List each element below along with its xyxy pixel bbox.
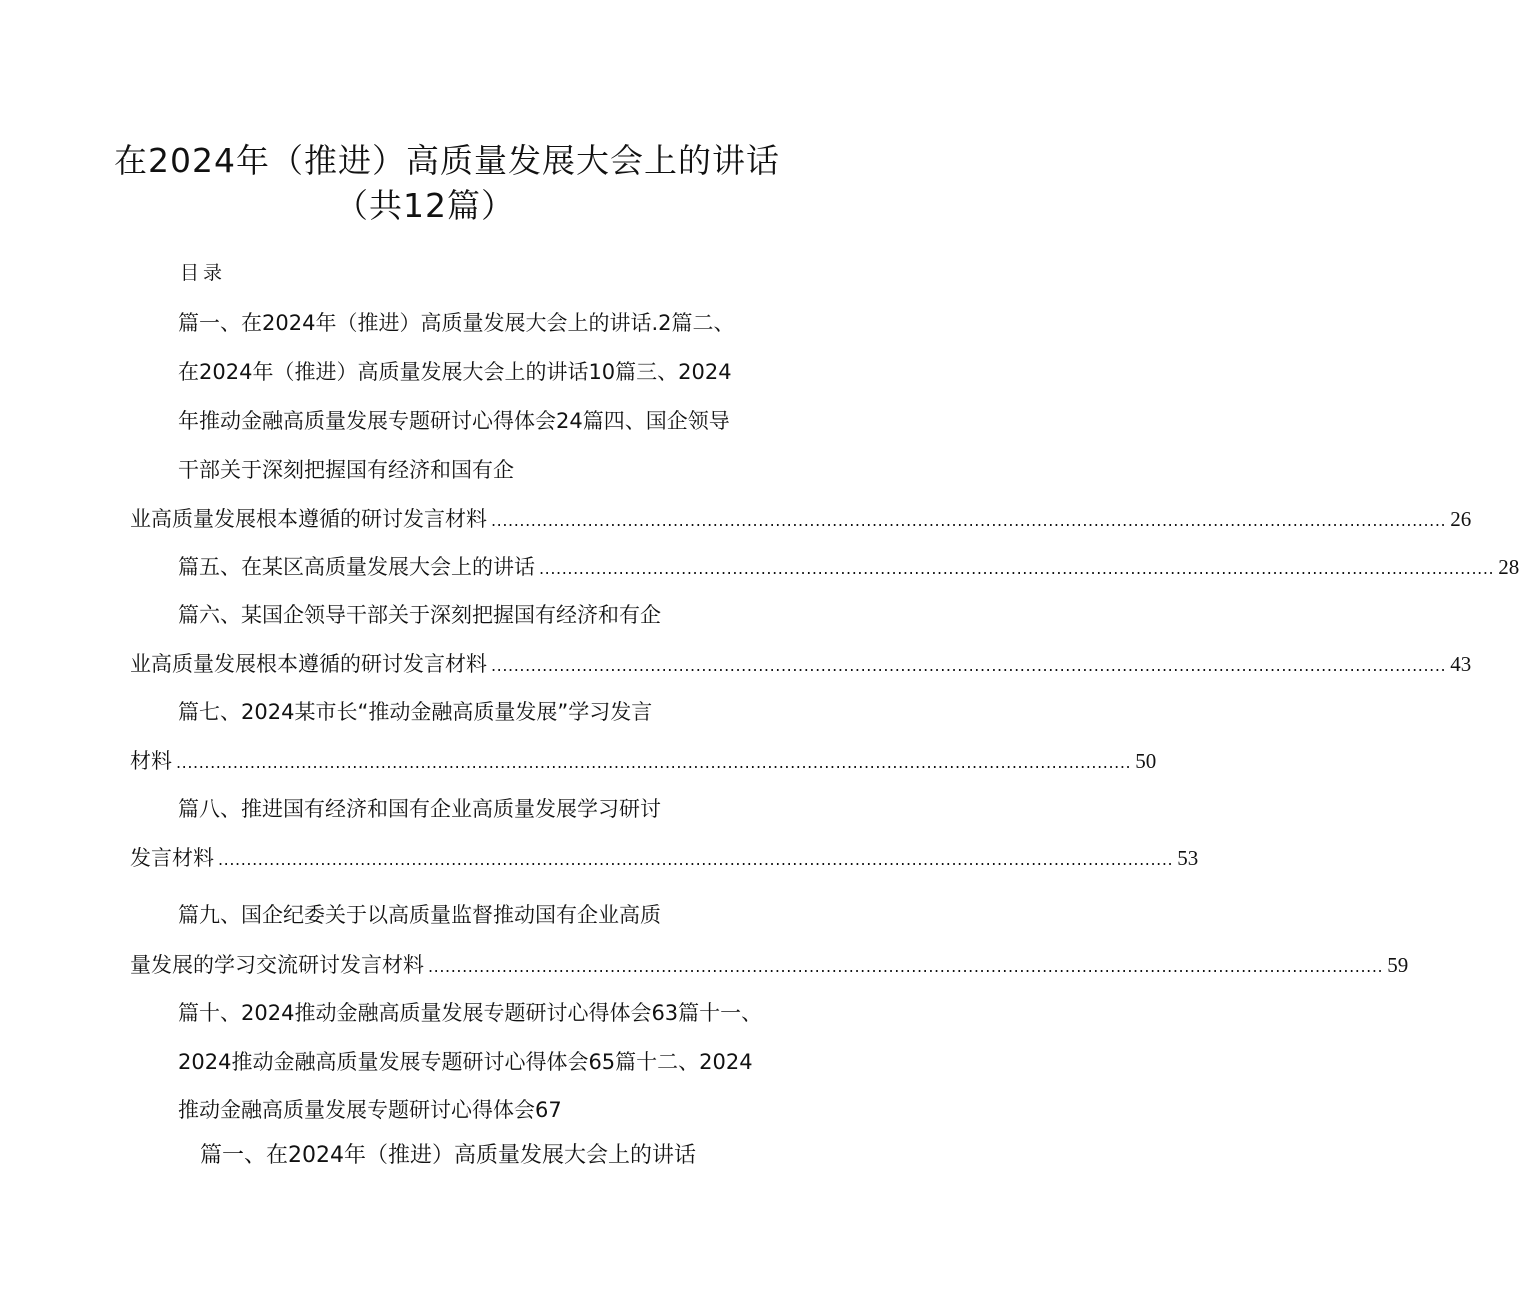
toc-entry-text: 发言材料 [130,846,214,870]
dot-leader: ........................................................................................................................................................................ [218,850,1174,869]
toc-line-2[interactable]: 在2024年（推进）高质量发展大会上的讲话10篇三、2024 [178,360,732,384]
dot-leader: ........................................................................................................................................................................ [491,511,1447,530]
toc-entry-text: 业高质量发展根本遵循的研讨发言材料 [130,507,487,531]
document-title-line-2: （共12篇） [335,186,515,225]
toc-entry-text: 材料 [130,749,172,773]
toc-page-number: 28 [1498,555,1519,579]
toc-tail-line-2[interactable]: 2024推动金融高质量发展专题研讨心得体会65篇十二、2024 [178,1050,753,1074]
toc-page-number: 53 [1177,846,1199,870]
toc-entry-text: 业高质量发展根本遵循的研讨发言材料 [130,652,487,676]
toc-entry-6-line-1[interactable]: 篇六、某国企领导干部关于深刻把握国有经济和有企 [178,603,661,627]
dot-leader: ........................................................................................................................................................................ [428,957,1384,976]
toc-entry-9-line-2[interactable] [130,950,1409,982]
toc-page-number: 50 [1135,749,1157,773]
toc-entry-text: 量发展的学习交流研讨发言材料 [130,953,424,977]
toc-entry-8-line-2[interactable] [130,843,1199,875]
toc-page-number: 43 [1450,652,1472,676]
toc-entry-7-line-2[interactable] [130,746,1157,778]
section-heading: 篇一、在2024年（推进）高质量发展大会上的讲话 [200,1143,696,1168]
toc-entry-7-line-1[interactable]: 篇七、2024某市长“推动金融高质量发展”学习发言 [178,700,653,724]
toc-entry-8-line-1[interactable]: 篇八、推进国有经济和国有企业高质量发展学习研讨 [178,797,661,821]
toc-line-4[interactable]: 干部关于深刻把握国有经济和国有企 [178,458,514,482]
toc-tail-line-1[interactable]: 篇十、2024推动金融高质量发展专题研讨心得体会63篇十一、 [178,1001,763,1025]
toc-page-number: 59 [1387,953,1409,977]
dot-leader: ........................................................................................................................................................................ [176,753,1132,772]
toc-entry-9-line-1[interactable]: 篇九、国企纪委关于以高质量监督推动国有企业高质 [178,903,661,927]
dot-leader: ........................................................................................................................................................................ [491,656,1447,675]
toc-heading: 目录 [180,262,227,284]
toc-entry-5[interactable] [178,552,1519,584]
document-title-line-1: 在2024年（推进）高质量发展大会上的讲话 [114,141,780,180]
toc-entry-4-continuation[interactable] [130,504,1472,536]
toc-line-1[interactable]: 篇一、在2024年（推进）高质量发展大会上的讲话.2篇二、 [178,311,735,335]
toc-entry-text: 篇五、在某区高质量发展大会上的讲话 [178,555,535,579]
toc-tail-line-3[interactable]: 推动金融高质量发展专题研讨心得体会67 [178,1098,562,1122]
toc-entry-6-line-2[interactable] [130,649,1472,681]
toc-page-number: 26 [1450,507,1472,531]
dot-leader: ........................................................................................................................................................................ [539,559,1495,578]
toc-line-3[interactable]: 年推动金融高质量发展专题研讨心得体会24篇四、国企领导 [178,409,730,433]
